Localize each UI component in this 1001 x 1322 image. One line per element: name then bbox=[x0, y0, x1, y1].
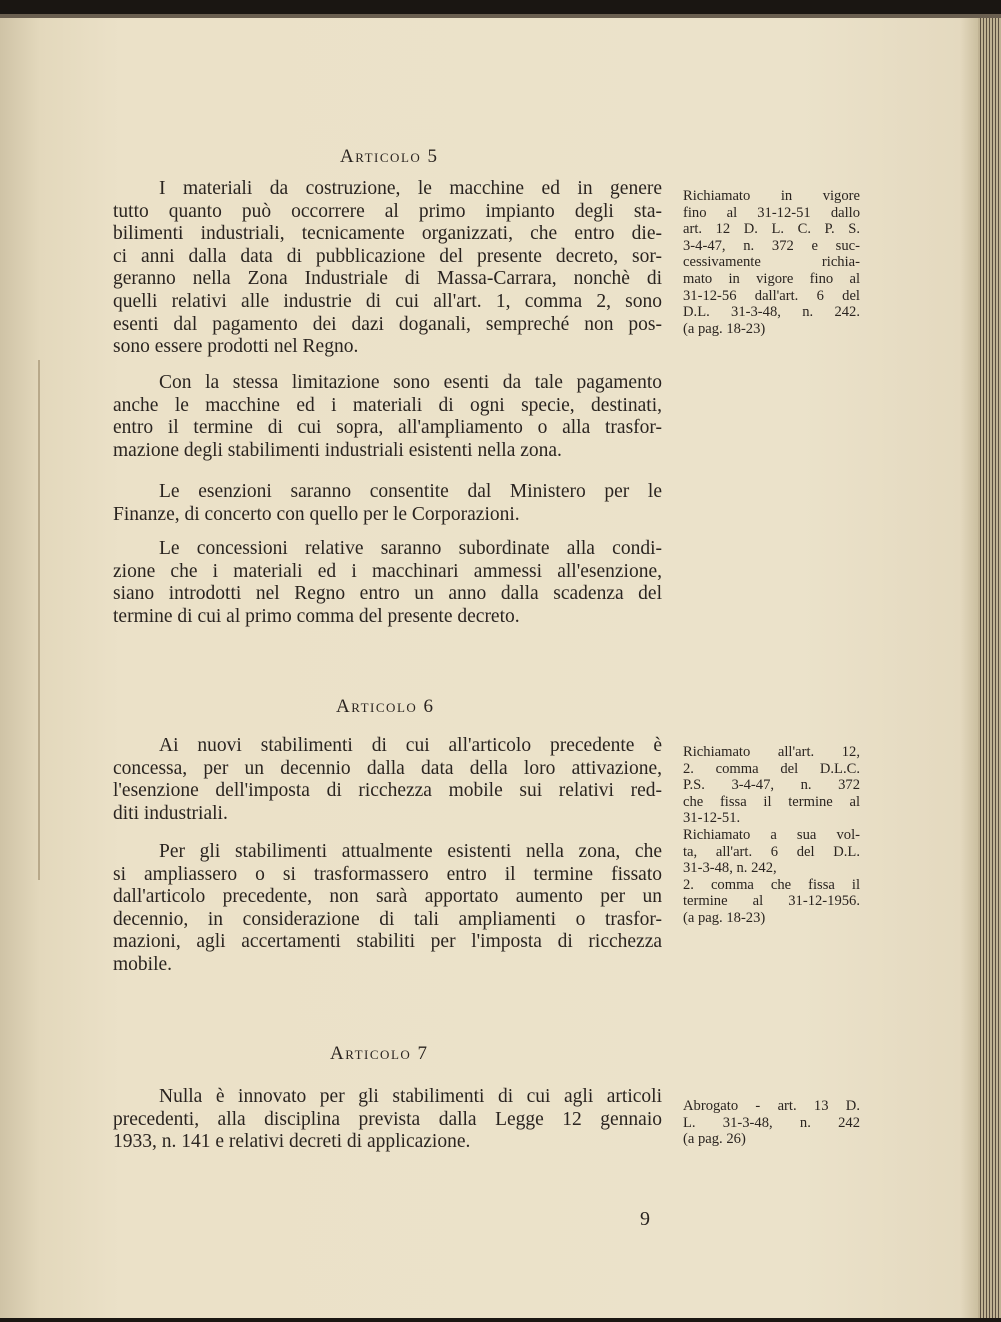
text-line: entro il termine di cui sopra, all'ampliamento o alla trasfor- bbox=[113, 417, 662, 439]
text-line: geranno nella Zona Industriale di Massa-Carrara, nonchè di bbox=[113, 268, 662, 290]
article-5-paragraph-3 bbox=[113, 481, 662, 526]
text-line: concessa, per un decennio dalla data della loro attivazione, bbox=[113, 757, 662, 779]
text-line: si ampliassero o si trasformassero entro il termine fissato bbox=[113, 863, 662, 885]
text-line: mazione degli stabilimenti industriali esistenti nella zona. bbox=[113, 439, 562, 461]
article-5-paragraph-1 bbox=[113, 178, 662, 359]
article-7-paragraph-1 bbox=[113, 1086, 662, 1154]
margin-note-line: Abrogato - art. 13 D. bbox=[683, 1098, 860, 1114]
text-line: diti industriali. bbox=[113, 802, 228, 824]
article-5-paragraph-4 bbox=[113, 538, 662, 628]
text-line: Con la stessa limitazione sono esenti da tale pagamento bbox=[159, 372, 662, 393]
margin-note-line: 31-12-56 dall'art. 6 del bbox=[683, 287, 860, 304]
margin-note-line: 2. comma del D.L.C. bbox=[683, 760, 860, 777]
page-stack-edge bbox=[978, 18, 1001, 1318]
text-line: Le esenzioni saranno consentite dal Ministero per le bbox=[159, 481, 662, 502]
text-line: Per gli stabilimenti attualmente esistenti nella zona, che bbox=[159, 841, 662, 862]
text-line: termine di cui al primo comma del presente decreto. bbox=[113, 605, 520, 627]
text-line: mazioni, agli accertamenti stabiliti per l'imposta di ricchezza bbox=[113, 931, 662, 953]
margin-note-line: (a pag. 18-23) bbox=[683, 320, 766, 337]
text-line: siano introdotti nel Regno entro un anno dalla scadenza del bbox=[113, 583, 662, 605]
text-line: tutto quanto può occorrere al primo impianto degli sta- bbox=[113, 200, 662, 222]
article-7-heading: Articolo 7 bbox=[330, 1043, 429, 1064]
text-line: Finanze, di concerto con quello per le Corporazioni. bbox=[113, 503, 520, 525]
margin-note-line: Richiamato all'art. 12, bbox=[683, 744, 860, 760]
article-5-heading: Articolo 5 bbox=[340, 146, 439, 167]
margin-note-line: art. 12 D. L. C. P. S. bbox=[683, 221, 860, 238]
article-6-paragraph-1 bbox=[113, 735, 662, 825]
article-6-paragraph-2 bbox=[113, 841, 662, 977]
text-line: zione che i materiali ed i macchinari ammessi all'esenzione, bbox=[113, 560, 662, 582]
text-line: decennio, in considerazione di tali ampliamenti o trasfor- bbox=[113, 908, 662, 930]
text-line: precedenti, alla disciplina prevista dalla Legge 12 gennaio bbox=[113, 1108, 662, 1130]
article-5-margin-note bbox=[683, 188, 860, 337]
margin-note-line: (a pag. 18-23) bbox=[683, 909, 766, 926]
text-line: esenti dal pagamento dei dazi doganali, sempreché non pos- bbox=[113, 313, 662, 335]
article-6-heading: Articolo 6 bbox=[336, 696, 435, 717]
binding-fold bbox=[38, 360, 40, 880]
margin-note-line: P.S. 3-4-47, n. 372 bbox=[683, 777, 860, 794]
article-7-margin-note bbox=[683, 1098, 860, 1148]
text-line: l'esenzione dell'imposta di ricchezza mobile sui relativi red- bbox=[113, 780, 662, 802]
text-line: Ai nuovi stabilimenti di cui all'articolo precedente è bbox=[159, 735, 662, 756]
text-line: Le concessioni relative saranno subordinate alla condi- bbox=[159, 538, 662, 559]
margin-note-line: D.L. 31-3-48, n. 242. bbox=[683, 304, 860, 321]
article-6-margin-note bbox=[683, 744, 860, 927]
margin-note-line: L. 31-3-48, n. 242 bbox=[683, 1114, 860, 1131]
margin-note-line: cessivamente richia- bbox=[683, 254, 860, 271]
text-line: dall'articolo precedente, non sarà apportato aumento per un bbox=[113, 886, 662, 908]
article-5-paragraph-2 bbox=[113, 372, 662, 462]
margin-note-line: (a pag. 26) bbox=[683, 1131, 746, 1148]
margin-note-line: ta, all'art. 6 del D.L. bbox=[683, 843, 860, 860]
text-line: 1933, n. 141 e relativi decreti di applicazione. bbox=[113, 1131, 471, 1153]
page-number: 9 bbox=[640, 1208, 650, 1230]
margin-note-line: che fissa il termine al bbox=[683, 793, 860, 810]
margin-note-line: fino al 31-12-51 dallo bbox=[683, 204, 860, 221]
text-line: ci anni dalla data di pubblicazione del presente decreto, sor- bbox=[113, 245, 662, 267]
text-line: sono essere prodotti nel Regno. bbox=[113, 336, 359, 358]
margin-note-line: 2. comma che fissa il bbox=[683, 876, 860, 893]
margin-note-line: mato in vigore fino al bbox=[683, 270, 860, 287]
margin-note-line: 31-12-51. bbox=[683, 810, 741, 827]
text-line: bilimenti industriali, tecnicamente organizzati, che entro die- bbox=[113, 223, 662, 245]
text-line: quelli relativi alle industrie di cui all'art. 1, comma 2, sono bbox=[113, 290, 662, 312]
text-line: Nulla è innovato per gli stabilimenti di cui agli articoli bbox=[159, 1086, 662, 1107]
text-line: anche le macchine ed i materiali di ogni specie, destinati, bbox=[113, 394, 662, 416]
margin-note-line: termine al 31-12-1956. bbox=[683, 893, 860, 910]
margin-note-line: Richiamato a sua vol- bbox=[683, 826, 860, 843]
margin-note-line: Richiamato in vigore bbox=[683, 188, 860, 204]
margin-note-line: 3-4-47, n. 372 e suc- bbox=[683, 237, 860, 254]
text-line: mobile. bbox=[113, 953, 173, 975]
text-line: I materiali da costruzione, le macchine ed in genere bbox=[159, 178, 662, 199]
margin-note-line: 31-3-48, n. 242, bbox=[683, 860, 777, 877]
